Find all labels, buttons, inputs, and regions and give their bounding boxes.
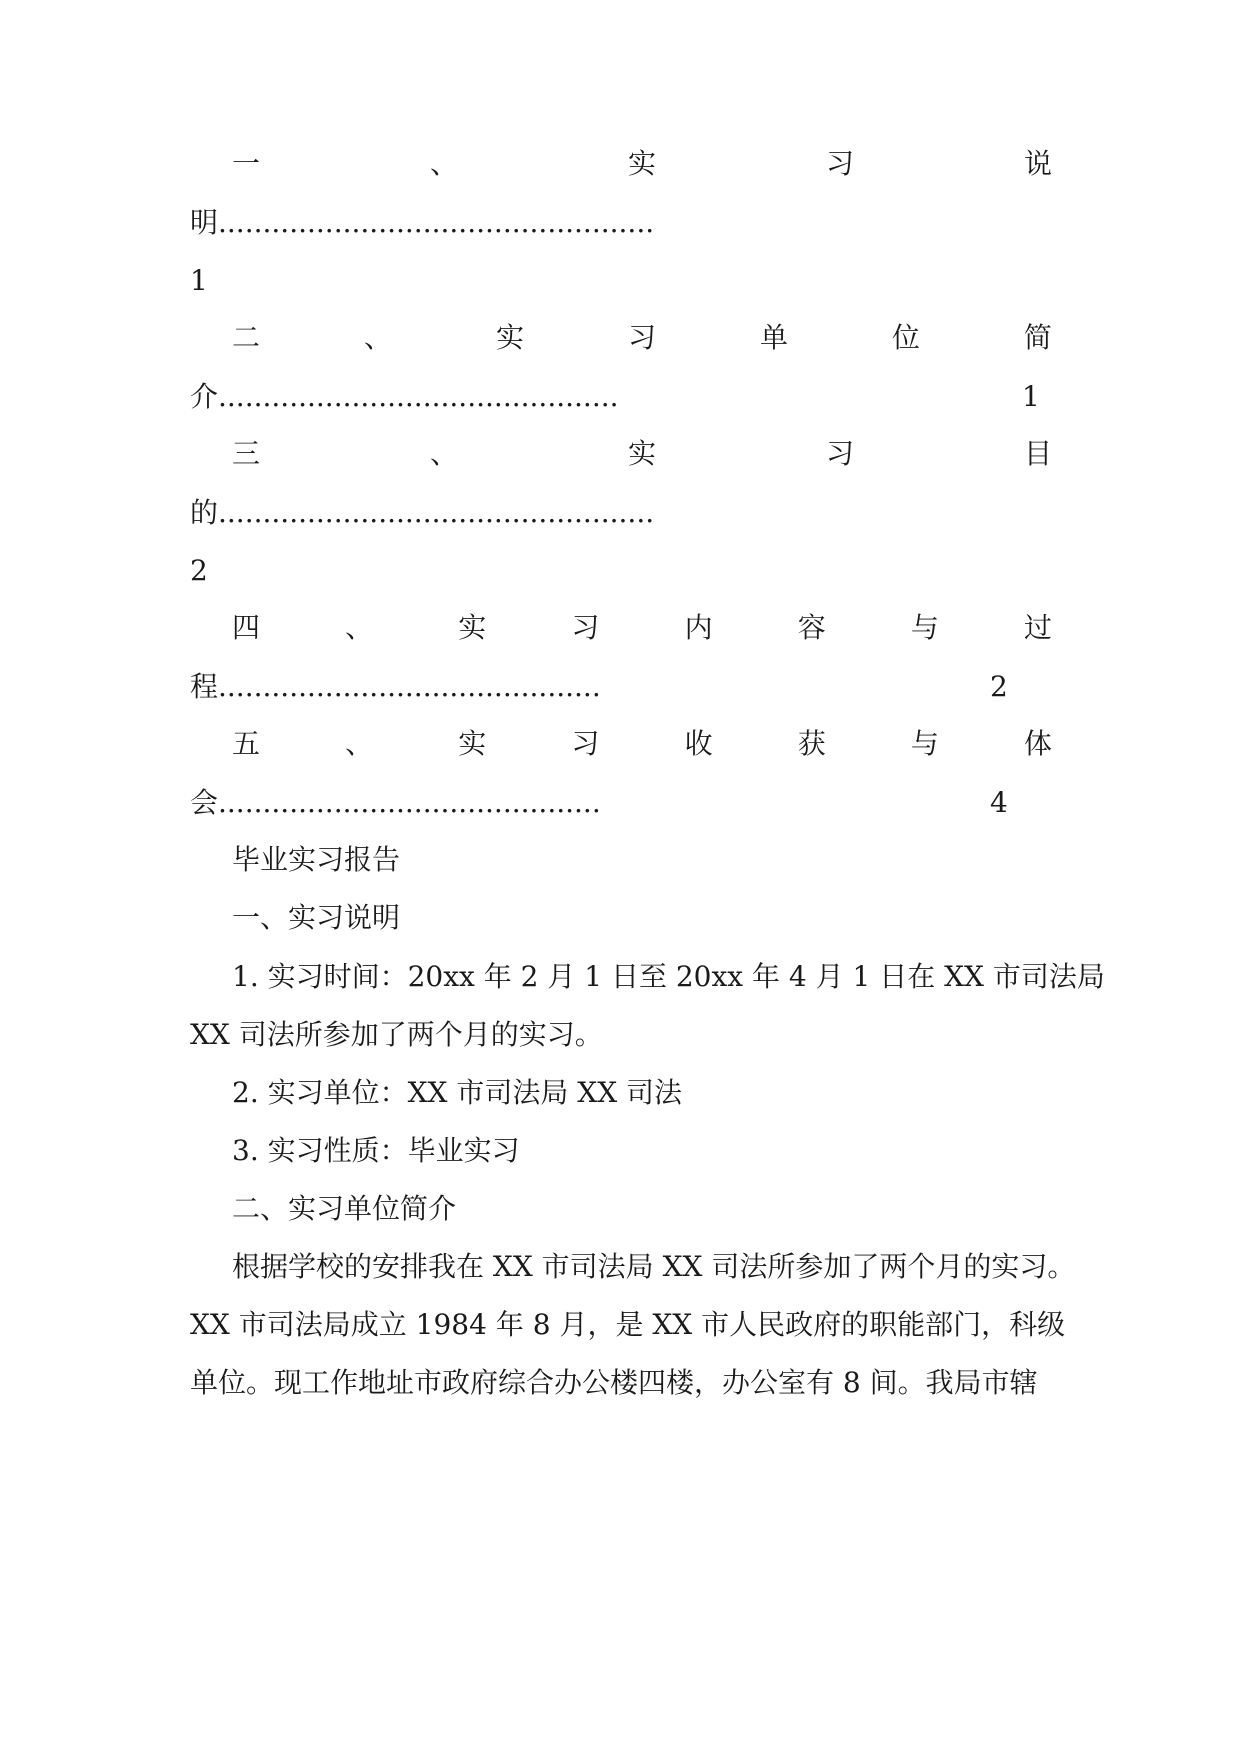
toc-char: 、	[429, 147, 458, 180]
toc-char: 位	[891, 321, 920, 354]
toc-char: 简	[1023, 321, 1052, 354]
toc-entry-3-leader: 的.................................................	[190, 496, 655, 529]
toc-char: 习	[825, 437, 854, 470]
item-1-line-2: XX 司法所参加了两个月的实习。	[190, 1018, 603, 1051]
item-2: 2. 实习单位：XX 市司法局 XX 司法	[232, 1076, 683, 1109]
toc-char: 实	[458, 611, 487, 644]
toc-char: 实	[458, 727, 487, 760]
toc-char: 实	[627, 437, 656, 470]
toc-char: 、	[345, 611, 374, 644]
section-1-title: 一、实习说明	[232, 901, 401, 934]
toc-char: 三	[232, 437, 261, 470]
toc-entry-4-leader: 程...........................................	[190, 670, 601, 703]
report-title: 毕业实习报告	[232, 843, 401, 876]
toc-char: 与	[910, 611, 939, 644]
toc-char: 习	[571, 611, 600, 644]
paragraph-line-3: 单位。现工作地址市政府综合办公楼四楼，办公室有 8 间。我局市辖	[190, 1366, 1038, 1399]
toc-char: 说	[1023, 147, 1052, 180]
toc-char: 习	[627, 321, 656, 354]
toc-char: 与	[910, 727, 939, 760]
toc-char: 容	[797, 611, 826, 644]
toc-char: 目	[1023, 437, 1052, 470]
toc-entry-2-leader: 介.............................................	[190, 380, 619, 413]
toc-char: 、	[345, 727, 374, 760]
toc-char: 收	[684, 727, 713, 760]
toc-entry-2-heading	[232, 318, 1052, 358]
toc-char: 五	[232, 727, 261, 760]
toc-entry-5-page: 4	[990, 786, 1008, 819]
item-1-line-1: 1. 实习时间：20xx 年 2 月 1 日至 20xx 年 4 月 1 日在 XX 市司法局	[232, 960, 1105, 993]
paragraph-line-2: XX 市司法局成立 1984 年 8 月，是 XX 市人民政府的职能部门，科级	[190, 1308, 1066, 1341]
toc-entry-4-page: 2	[990, 670, 1008, 703]
toc-entry-3-heading	[232, 434, 1052, 474]
toc-char: 、	[429, 437, 458, 470]
toc-entry-1-heading	[232, 144, 1052, 184]
toc-char: 实	[627, 147, 656, 180]
toc-entry-1-leader: 明.................................................	[190, 206, 655, 239]
toc-char: 、	[363, 321, 392, 354]
toc-char: 四	[232, 611, 261, 644]
item-3: 3. 实习性质：毕业实习	[232, 1134, 520, 1167]
toc-char: 习	[825, 147, 854, 180]
toc-entry-5-leader: 会...........................................	[190, 786, 601, 819]
toc-entry-4-heading	[232, 608, 1052, 648]
toc-char: 单	[759, 321, 788, 354]
toc-char: 习	[571, 727, 600, 760]
toc-char: 过	[1023, 611, 1052, 644]
toc-char: 实	[495, 321, 524, 354]
toc-entry-5-heading	[232, 724, 1052, 764]
toc-char: 一	[232, 147, 261, 180]
toc-char: 二	[232, 321, 261, 354]
toc-char: 获	[797, 727, 826, 760]
toc-entry-3-page: 2	[190, 554, 208, 587]
toc-char: 体	[1023, 727, 1052, 760]
toc-entry-1-page: 1	[190, 264, 208, 297]
toc-entry-2-page: 1	[1022, 380, 1040, 413]
paragraph-line-1: 根据学校的安排我在 XX 市司法局 XX 司法所参加了两个月的实习。	[232, 1250, 1076, 1283]
section-2-title: 二、实习单位简介	[232, 1192, 457, 1225]
toc-char: 内	[684, 611, 713, 644]
